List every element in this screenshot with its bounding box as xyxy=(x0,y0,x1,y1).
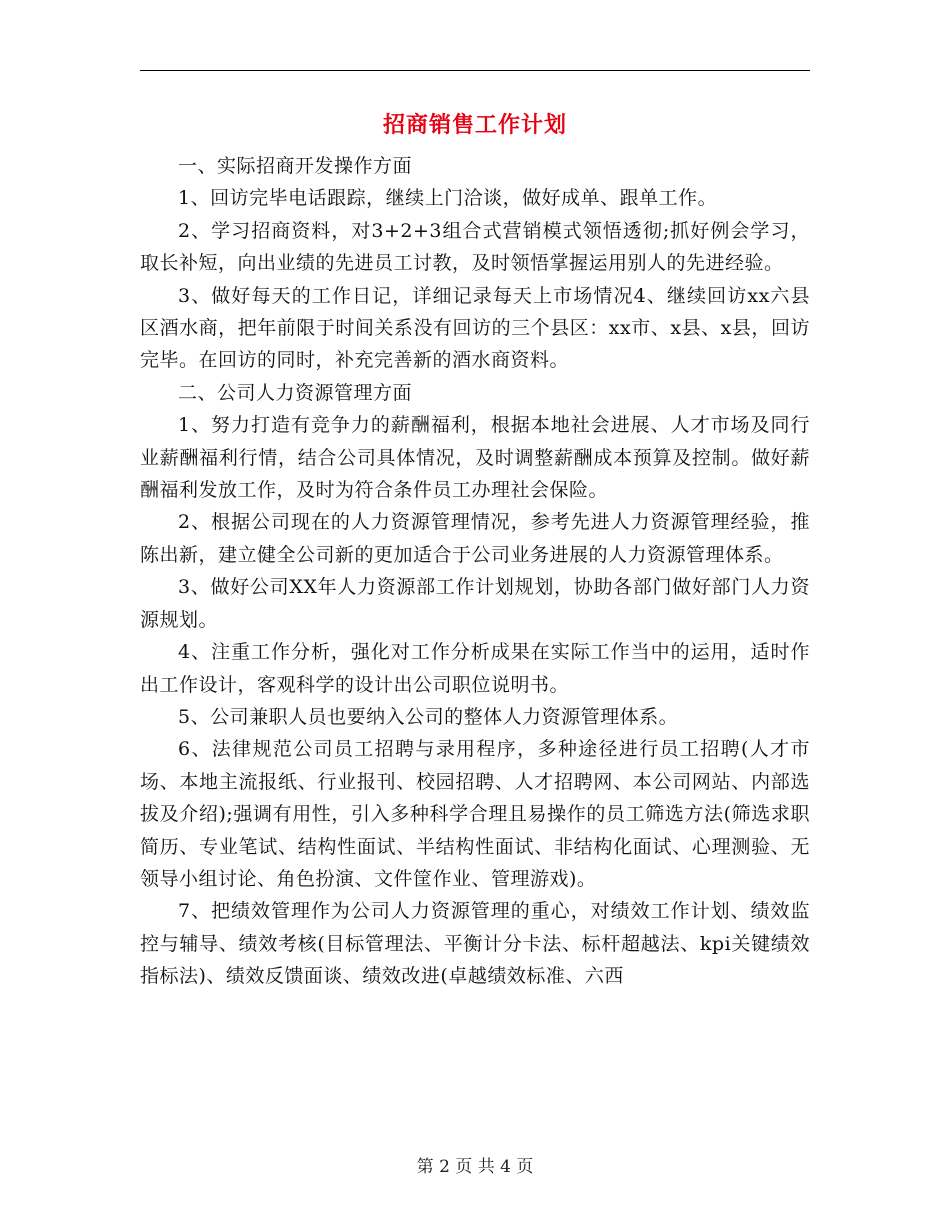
paragraph: 7、把绩效管理作为公司人力资源管理的重心，对绩效工作计划、绩效监控与辅导、绩效考核(目标管理法、平衡计分卡法、标杆超越法、kpi关键绩效指标法)、绩效反馈面谈、绩效改进(卓越绩效标准、六西 xyxy=(140,900,810,988)
section-heading: 一、实际招商开发操作方面 xyxy=(178,155,413,177)
paragraph: 3、做好公司XX年人力资源部工作计划规划，协助各部门做好部门人力资源规划。 xyxy=(140,576,810,631)
paragraph: 2、学习招商资料，对3+2+3组合式营销模式领悟透彻;抓好例会学习，取长补短，向出业绩的先进员工讨教，及时领悟掌握运用别人的先进经验。 xyxy=(140,219,810,275)
section-heading: 二、公司人力资源管理方面 xyxy=(178,381,413,404)
header-rule xyxy=(140,70,810,71)
paragraph: 6、法律规范公司员工招聘与录用程序，多种途径进行员工招聘(人才市场、本地主流报纸、行业报刊、校园招聘、人才招聘网、本公司网站、内部选拔及介绍);强调有用性，引入多种科学合理且易操作的员工筛选方法(筛选求职简历、专业笔试、结构性面试、半结构性面试、非结构化面试、心理测验、无领导小组讨论、角色扮演、文件筐作业、管理游戏)。 xyxy=(140,738,810,890)
paragraph: 3、做好每天的工作日记，详细记录每天上市场情况4、继续回访xx六县区酒水商，把年前限于时间关系没有回访的三个县区：xx市、x县、x县，回访完毕。在回访的同时，补充完善新的酒水商资料。 xyxy=(140,284,810,372)
paragraph: 4、注重工作分析，强化对工作分析成果在实际工作当中的运用，适时作出工作设计，客观科学的设计出公司职位说明书。 xyxy=(140,641,810,696)
paragraph: 5、公司兼职人员也要纳入公司的整体人力资源管理体系。 xyxy=(178,705,679,728)
paragraph: 2、根据公司现在的人力资源管理情况，参考先进人力资源管理经验，推陈出新，建立健全公司新的更加适合于公司业务进展的人力资源管理体系。 xyxy=(140,511,810,566)
paragraph: 1、回访完毕电话跟踪，继续上门洽谈，做好成单、跟单工作。 xyxy=(178,187,718,210)
page-number-footer: 第 2 页 共 4 页 xyxy=(416,1157,534,1177)
document-body xyxy=(140,150,810,993)
paragraph: 1、努力打造有竞争力的薪酬福利，根据本地社会进展、人才市场及同行业薪酬福利行情，结合公司具体情况，及时调整薪酬成本预算及控制。做好薪酬福利发放工作，及时为符合条件员工办理社会保险。 xyxy=(140,414,810,502)
document-title: 招商销售工作计划 xyxy=(382,112,567,138)
